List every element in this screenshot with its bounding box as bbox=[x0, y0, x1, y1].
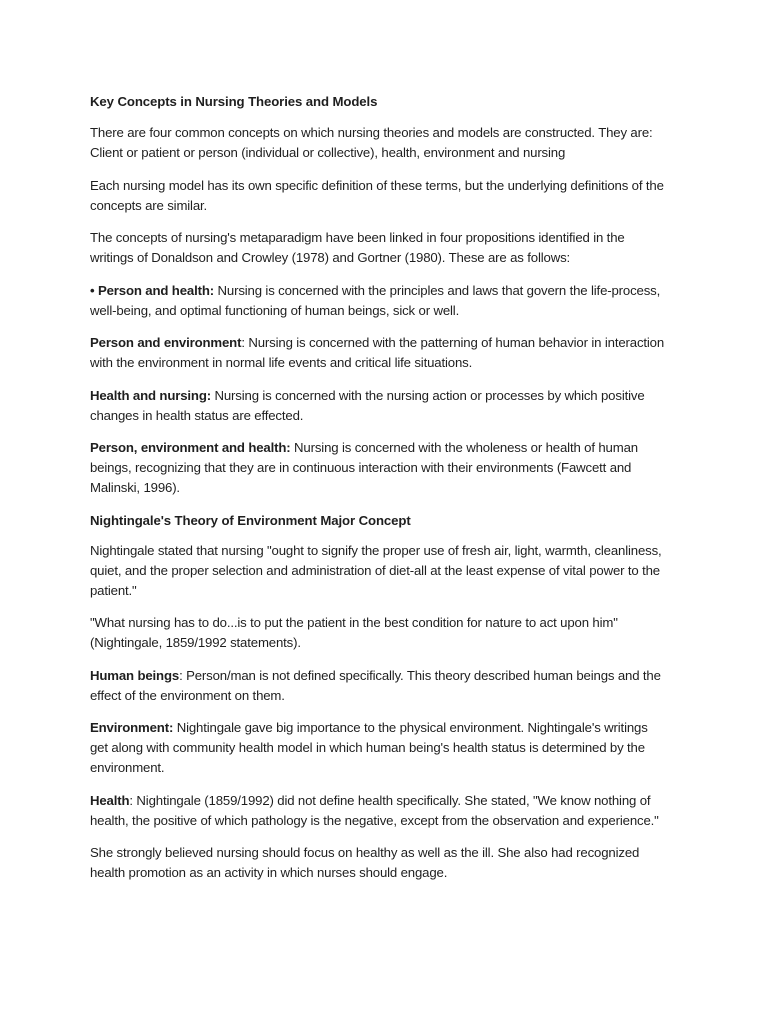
proposition-text: Nursing is concerned with the wholeness or health of human beings, recognizing that they are in continuous interaction with their environments (Fawcett and Malinski, 1996). bbox=[90, 440, 638, 495]
proposition-health-nursing bbox=[90, 386, 668, 426]
concept-text: : Nightingale (1859/1992) did not define health specifically. She stated, "We know nothing of health, the positive of which pathology is the negative, except from the observation and experience." bbox=[90, 792, 659, 828]
concept-term: Human beings bbox=[90, 667, 180, 683]
proposition-term: • Person and health: bbox=[90, 282, 214, 298]
proposition-person-environment-health bbox=[90, 438, 668, 498]
proposition-term: Health and nursing: bbox=[90, 387, 211, 403]
concept-term: Environment: bbox=[90, 720, 174, 735]
proposition-text: Nursing is concerned with the nursing action or processes by which positive changes in health status are effected. bbox=[90, 387, 645, 423]
concept-term: Health bbox=[90, 792, 130, 808]
concept-human-beings bbox=[90, 666, 668, 706]
proposition-text: : Nursing is concerned with the patterning of human behavior in interaction with the environment in normal life events and critical life situations. bbox=[90, 335, 665, 370]
section-title-nightingale: Nightingale's Theory of Environment Major Concept bbox=[90, 512, 411, 528]
proposition-person-health bbox=[90, 281, 668, 321]
concept-environment bbox=[90, 718, 668, 778]
proposition-term: Person, environment and health: bbox=[90, 440, 291, 455]
proposition-text: Nursing is concerned with the principles and laws that govern the life-process, well-being, and optimal functioning of human beings, sick or well. bbox=[90, 282, 661, 318]
concept-health bbox=[90, 791, 668, 831]
proposition-term: Person and environment bbox=[90, 335, 242, 350]
concept-text: : Person/man is not defined specifically. This theory described human beings and the effect of the environment on them. bbox=[90, 667, 661, 703]
paragraph-nightingale-quote: Nightingale stated that nursing "ought to signify the proper use of fresh air, light, warmth, cleanliness, quiet, and the proper selection and administration of diet-all at the least expense of vital power to the patient." bbox=[90, 542, 662, 598]
section-title-key-concepts: Key Concepts in Nursing Theories and Models bbox=[90, 94, 378, 109]
paragraph-four-concepts: There are four common concepts on which nursing theories and models are constructed. They are: Client or patient or person (individual or collective), health, environment and nursing bbox=[90, 125, 653, 160]
concept-text: Nightingale gave big importance to the physical environment. Nightingale's writings get along with community health model in which human being's health status is determined by the environment. bbox=[90, 720, 648, 775]
paragraph-what-nursing: "What nursing has to do...is to put the patient in the best condition for nature to act upon him" (Nightingale, 1859/1992 statements). bbox=[90, 615, 618, 650]
proposition-person-environment bbox=[90, 333, 668, 373]
paragraph-health-promotion: She strongly believed nursing should focus on healthy as well as the ill. She also had recognized health promotion as an activity in which nurses should engage. bbox=[90, 845, 640, 880]
paragraph-metaparadigm: The concepts of nursing's metaparadigm have been linked in four propositions identified in the writings of Donaldson and Crowley (1978) and Gortner (1980). These are as follows: bbox=[90, 230, 625, 265]
paragraph-model-definitions: Each nursing model has its own specific definition of these terms, but the underlying definitions of the concepts are similar. bbox=[90, 177, 664, 213]
